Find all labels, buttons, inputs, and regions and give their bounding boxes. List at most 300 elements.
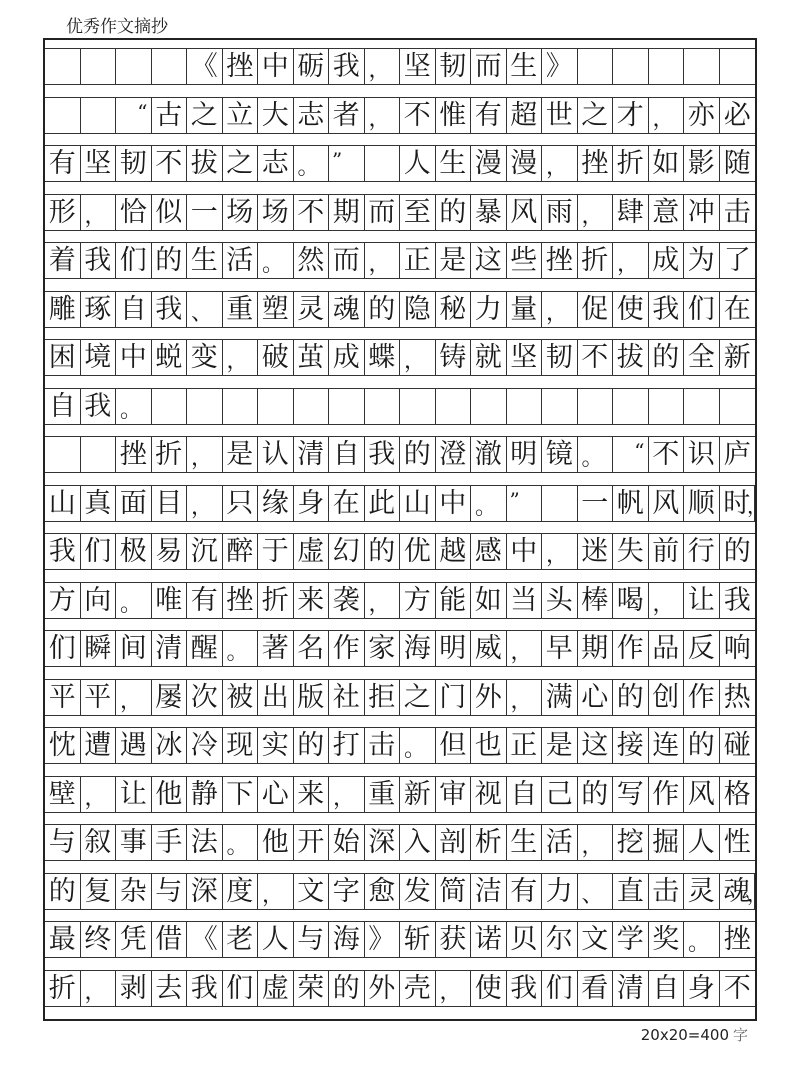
grid-cell [720, 389, 756, 424]
grid-cell: 是 [542, 728, 578, 763]
grid-cell: 优 [400, 534, 436, 569]
grid-cell: 一 [187, 195, 223, 230]
grid-cell: 平 [81, 680, 117, 715]
grid-cell: 澈 [471, 437, 507, 472]
grid-cell [116, 49, 152, 84]
grid-cell: 杂 [116, 874, 152, 909]
grid-cell: ” [329, 146, 365, 181]
grid-cell: 铸 [436, 340, 472, 375]
grid-cell: 自 [649, 971, 685, 1006]
grid-cell [507, 389, 543, 424]
grid-cell: 生 [507, 825, 543, 860]
grid-cell: 早 [542, 631, 578, 666]
grid-cell: 目 [152, 486, 188, 521]
grid-size-text: 20x20=400 [640, 1026, 729, 1044]
grid-cell: 。 [684, 922, 720, 957]
grid-cell: 有 [471, 98, 507, 133]
grid-cell [649, 389, 685, 424]
grid-cell: 击 [723, 196, 751, 228]
grid-cell: ， [649, 98, 685, 133]
grid-cell: 庐 [723, 439, 751, 470]
grid-cell: 静 [187, 777, 223, 812]
grid-cell: 超 [507, 98, 543, 133]
grid-row [45, 970, 755, 1007]
grid-cell: 去 [152, 971, 188, 1006]
grid-cell: 。 [116, 583, 152, 618]
grid-cell: 实 [258, 728, 294, 763]
grid-cell: 肆 [613, 195, 649, 230]
grid-cell: 瞬 [81, 631, 117, 666]
grid-cell: 中 [116, 340, 152, 375]
grid-cell [152, 49, 188, 84]
grid-cell: 心 [258, 777, 294, 812]
grid-cell: 自 [507, 777, 543, 812]
grid-cell: ， [116, 680, 152, 715]
grid-cell: 被 [223, 680, 259, 715]
grid-cell: 我 [329, 49, 365, 84]
grid-cell: 遇 [116, 728, 152, 763]
grid-cell: 使 [613, 292, 649, 327]
grid-cell: 挫 [223, 583, 259, 618]
grid-cell: 冰 [152, 728, 188, 763]
grid-cell: 识 [684, 437, 720, 472]
grid-cell: 我 [649, 292, 685, 327]
grid-cell: 醒 [187, 631, 223, 666]
grid-cell: 愈 [365, 874, 401, 909]
grid-cell: ， [365, 49, 401, 84]
grid-cell: 期 [578, 631, 614, 666]
grid-cell: 风 [649, 486, 685, 521]
grid-cell: 澄 [436, 437, 472, 472]
grid-cell: 者 [329, 98, 365, 133]
grid-cell: 、 [187, 292, 223, 327]
grid-cell: 之 [578, 98, 614, 133]
grid-cell: 平 [45, 680, 81, 715]
grid-cell: 明 [507, 437, 543, 472]
grid-row [45, 921, 755, 958]
grid-cell: 是 [436, 243, 472, 278]
grid-cell: 山 [45, 486, 81, 521]
grid-cell [45, 98, 81, 133]
grid-cell: 醉 [223, 534, 259, 569]
grid-cell: ， [578, 825, 614, 860]
grid-cell: 。 [471, 486, 507, 521]
grid-cell: 复 [81, 874, 117, 909]
grid-cell: 漫 [471, 146, 507, 181]
grid-cell: 人 [258, 922, 294, 957]
grid-cell: 的 [400, 437, 436, 472]
grid-cell: 名 [294, 631, 330, 666]
grid-cell: 塑 [258, 292, 294, 327]
grid-row [45, 339, 755, 376]
grid-cell: 在 [329, 486, 365, 521]
grid-cell: 的 [294, 728, 330, 763]
grid-cell: 让 [116, 777, 152, 812]
grid-cell: 不 [152, 146, 188, 181]
grid-cell: 蜕 [152, 340, 188, 375]
grid-cell: 人 [400, 146, 436, 181]
grid-cell: 中 [436, 486, 472, 521]
grid-row [45, 582, 755, 619]
grid-cell: 海 [329, 922, 365, 957]
grid-cell [578, 389, 614, 424]
grid-cell: 志 [294, 98, 330, 133]
grid-cell: 挫 [723, 924, 751, 955]
grid-cell: 击 [649, 874, 685, 909]
grid-cell: 意 [649, 195, 685, 230]
grid-cell: 至 [400, 195, 436, 230]
grid-cell [365, 146, 401, 181]
grid-cell: 开 [294, 825, 330, 860]
grid-cell: 连 [649, 728, 685, 763]
grid-cell: 坚 [400, 49, 436, 84]
grid-cell [542, 389, 578, 424]
grid-cell: 折 [152, 437, 188, 472]
grid-cell: 与 [45, 825, 81, 860]
grid-cell: ， [365, 583, 401, 618]
grid-cell: ， [436, 971, 472, 1006]
grid-row [45, 533, 755, 570]
grid-cell: 此 [365, 486, 401, 521]
grid-cell: 的 [329, 971, 365, 1006]
grid-cell: 深 [187, 874, 223, 909]
grid-cell: 必 [723, 99, 751, 131]
grid-cell: 折 [258, 583, 294, 618]
grid-cell: 》 [542, 49, 578, 84]
grid-cell: 次 [187, 680, 223, 715]
grid-cell [578, 49, 614, 84]
grid-row [45, 727, 755, 764]
grid-cell: 折 [45, 971, 81, 1006]
grid-cell: 获 [436, 922, 472, 957]
grid-cell: 《 [187, 49, 223, 84]
grid-cell: 也 [471, 728, 507, 763]
grid-cell: 遭 [81, 728, 117, 763]
grid-cell: 现 [223, 728, 259, 763]
grid-cell: 外 [471, 680, 507, 715]
grid-cell: 破 [258, 340, 294, 375]
grid-cell: 明 [436, 631, 472, 666]
grid-cell: 碰 [723, 730, 751, 761]
grid-cell: 秘 [436, 292, 472, 327]
grid-cell: 世 [542, 98, 578, 133]
grid-cell: 使 [471, 971, 507, 1006]
grid-cell [329, 389, 365, 424]
grid-cell: 们 [223, 971, 259, 1006]
grid-cell: 山 [400, 486, 436, 521]
grid-cell: ， [329, 777, 365, 812]
grid-cell: 热 [723, 681, 751, 713]
grid-cell: 而 [329, 243, 365, 278]
grid-cell: 我 [81, 389, 117, 424]
grid-cell: 韧 [436, 49, 472, 84]
grid-cell: 头 [542, 583, 578, 618]
grid-cell: 作 [649, 777, 685, 812]
grid-cell: 简 [436, 874, 472, 909]
page-header-title: 优秀作文摘抄 [66, 17, 168, 37]
grid-row [45, 145, 755, 182]
grid-cell [436, 389, 472, 424]
grid-cell: 然 [294, 243, 330, 278]
grid-cell: 当 [507, 583, 543, 618]
grid-cell [649, 49, 685, 84]
grid-cell: ， [81, 777, 117, 812]
grid-cell: 心 [578, 680, 614, 715]
grid-cell: 自 [45, 389, 81, 424]
grid-cell: 我 [187, 971, 223, 1006]
grid-cell: 而 [471, 49, 507, 84]
grid-cell: 诺 [471, 922, 507, 957]
grid-cell: 的 [436, 195, 472, 230]
grid-cell: 击 [365, 728, 401, 763]
grid-cell: ， [507, 680, 543, 715]
grid-cell: 方 [400, 583, 436, 618]
grid-cell: 壳 [400, 971, 436, 1006]
grid-cell: 的 [365, 534, 401, 569]
grid-cell: 顺 [684, 486, 720, 521]
grid-cell: 成 [649, 243, 685, 278]
grid-cell: 冷 [187, 728, 223, 763]
grid-cell: 满 [542, 680, 578, 715]
grid-cell: 漫 [507, 146, 543, 181]
grid-cell: 而 [365, 195, 401, 230]
grid-cell: 们 [45, 631, 81, 666]
grid-cell: 场 [223, 195, 259, 230]
grid-cell: 。 [116, 389, 152, 424]
grid-cell: 形 [45, 195, 81, 230]
grid-cell: 不 [578, 340, 614, 375]
grid-cell: 拔 [187, 146, 223, 181]
grid-cell: ， [542, 292, 578, 327]
grid-cell: 虚 [258, 971, 294, 1006]
grid-cell: 间 [116, 631, 152, 666]
grid-cell: 。 [258, 243, 294, 278]
grid-cell: 。 [223, 825, 259, 860]
grid-cell: 缘 [258, 486, 294, 521]
grid-cell: 来 [294, 583, 330, 618]
grid-cell: 活 [542, 825, 578, 860]
grid-cell: 力 [471, 292, 507, 327]
grid-cell: 变 [187, 340, 223, 375]
grid-cell [45, 49, 81, 84]
grid-cell: 审 [436, 777, 472, 812]
grid-cell: 喝 [613, 583, 649, 618]
grid-cell: 。 [578, 437, 614, 472]
grid-cell: 掘 [649, 825, 685, 860]
grid-cell: 韧 [542, 340, 578, 375]
grid-cell: 坚 [81, 146, 117, 181]
grid-cell: “ [613, 437, 649, 472]
grid-cell: 学 [613, 922, 649, 957]
grid-cell: 们 [81, 534, 117, 569]
grid-cell: 生 [187, 243, 223, 278]
grid-cell: 反 [684, 631, 720, 666]
grid-cell: 极 [116, 534, 152, 569]
grid-cell: 奖 [649, 922, 685, 957]
grid-cell: 行 [684, 534, 720, 569]
grid-cell: 似 [152, 195, 188, 230]
grid-cell: 事 [116, 825, 152, 860]
grid-cell: 沉 [187, 534, 223, 569]
grid-cell: 创 [649, 680, 685, 715]
grid-cell: ， [223, 340, 259, 375]
grid-cell: 越 [436, 534, 472, 569]
grid-cell: 影 [684, 146, 720, 181]
grid-cell: 拒 [365, 680, 401, 715]
grid-cell: 们 [116, 243, 152, 278]
grid-cell: 让 [684, 583, 720, 618]
grid-cell: 挫 [578, 146, 614, 181]
grid-cell: 立 [223, 98, 259, 133]
grid-cell: ， [578, 195, 614, 230]
grid-cell: 向 [81, 583, 117, 618]
grid-cell: 作 [613, 631, 649, 666]
grid-cell: 我 [45, 534, 81, 569]
grid-cell: 这 [471, 243, 507, 278]
grid-cell: 之 [187, 98, 223, 133]
grid-cell: 度 [223, 874, 259, 909]
grid-cell: 成 [329, 340, 365, 375]
grid-cell: 们 [542, 971, 578, 1006]
grid-cell: 发 [400, 874, 436, 909]
grid-cell: ， [81, 971, 117, 1006]
grid-cell: 时 [720, 486, 756, 521]
grid-cell: 始 [329, 825, 365, 860]
grid-cell: 中 [258, 49, 294, 84]
grid-cell: 来 [294, 777, 330, 812]
grid-cell: 斩 [400, 922, 436, 957]
grid-cell: 。 [223, 631, 259, 666]
grid-cell: 魂 [329, 292, 365, 327]
grid-row [45, 194, 755, 231]
grid-cell: 琢 [81, 292, 117, 327]
grid-cell: 失 [613, 534, 649, 569]
grid-cell: 灵 [294, 292, 330, 327]
grid-cell: 。 [294, 146, 330, 181]
grid-cell: 己 [542, 777, 578, 812]
grid-cell: 社 [329, 680, 365, 715]
grid-cell: 袭 [329, 583, 365, 618]
grid-cell: 不 [723, 972, 751, 1004]
grid-cell: 深 [365, 825, 401, 860]
grid-cell: 直 [613, 874, 649, 909]
grid-cell: 最 [45, 922, 81, 957]
grid-cell [684, 49, 720, 84]
grid-cell: 洁 [471, 874, 507, 909]
grid-cell: 作 [329, 631, 365, 666]
grid-cell [152, 389, 188, 424]
grid-cell: ， [649, 583, 685, 618]
grid-cell [613, 49, 649, 84]
grid-cell: ， [81, 195, 117, 230]
grid-cell: 感 [471, 534, 507, 569]
grid-cell: 这 [578, 728, 614, 763]
grid-cell: 入 [400, 825, 436, 860]
grid-cell: 家 [365, 631, 401, 666]
grid-cell: 有 [507, 874, 543, 909]
grid-cell: 门 [436, 680, 472, 715]
grid-cell: ， [187, 486, 223, 521]
grid-cell: 中 [507, 534, 543, 569]
grid-cell [81, 437, 117, 472]
grid-cell: 我 [81, 243, 117, 278]
unit-text: 字 [732, 1026, 748, 1044]
grid-cell: 的 [723, 536, 751, 567]
grid-cell: 我 [152, 292, 188, 327]
grid-cell: 于 [258, 534, 294, 569]
grid-cell: 、 [578, 874, 614, 909]
grid-cell: 出 [258, 680, 294, 715]
grid-cell: 剥 [116, 971, 152, 1006]
grid-row [45, 242, 755, 279]
grid-cell: 与 [152, 874, 188, 909]
grid-cell: 拔 [613, 340, 649, 375]
grid-cell [365, 389, 401, 424]
grid-cell [720, 49, 756, 84]
grid-cell: 清 [152, 631, 188, 666]
grid-cell: 量 [507, 292, 543, 327]
grid-cell: 韧 [116, 146, 152, 181]
grid-cell: 的 [45, 874, 81, 909]
grid-cell: 》 [365, 922, 401, 957]
grid-cell: 为 [684, 243, 720, 278]
grid-cell: 一 [578, 486, 614, 521]
grid-cell: ” [507, 486, 543, 521]
grid-cell: 场 [258, 195, 294, 230]
grid-cell: 之 [400, 680, 436, 715]
grid-cell: 折 [578, 243, 614, 278]
grid-cell: 生 [507, 49, 543, 84]
grid-cell: 尔 [542, 922, 578, 957]
grid-cell: 能 [436, 583, 472, 618]
grid-cell: ， [542, 534, 578, 569]
grid-cell: 是 [223, 437, 259, 472]
overflow-punctuation: ， [747, 881, 767, 906]
overflow-punctuation: ， [747, 493, 767, 518]
grid-cell: ， [187, 437, 223, 472]
grid-cell [258, 389, 294, 424]
grid-cell [81, 49, 117, 84]
grid-cell: 剖 [436, 825, 472, 860]
grid-cell: 些 [507, 243, 543, 278]
grid-cell: 砺 [294, 49, 330, 84]
grid-cell: 易 [152, 534, 188, 569]
word-count-label [641, 1024, 748, 1045]
grid-cell: 了 [723, 245, 751, 276]
grid-row [45, 436, 755, 473]
grid-cell: ， [365, 243, 401, 278]
grid-cell: 清 [613, 971, 649, 1006]
grid-cell: 着 [45, 243, 81, 278]
grid-cell: 期 [329, 195, 365, 230]
grid-cell: 老 [223, 922, 259, 957]
grid-cell: 文 [578, 922, 614, 957]
grid-cell: 魂 [720, 874, 756, 909]
grid-cell: ， [613, 243, 649, 278]
grid-cell: 性 [723, 827, 751, 858]
grid-cell: ， [365, 98, 401, 133]
grid-cell: 迷 [578, 534, 614, 569]
grid-cell: 法 [187, 825, 223, 860]
grid-cell: 壁 [45, 777, 81, 812]
grid-cell: 全 [684, 340, 720, 375]
composition-grid-sheet [43, 38, 767, 1021]
grid-cell: 虚 [294, 534, 330, 569]
grid-cell: 雨 [542, 195, 578, 230]
grid-cell: 隐 [400, 292, 436, 327]
grid-cell: 认 [258, 437, 294, 472]
grid-cell: 重 [223, 292, 259, 327]
